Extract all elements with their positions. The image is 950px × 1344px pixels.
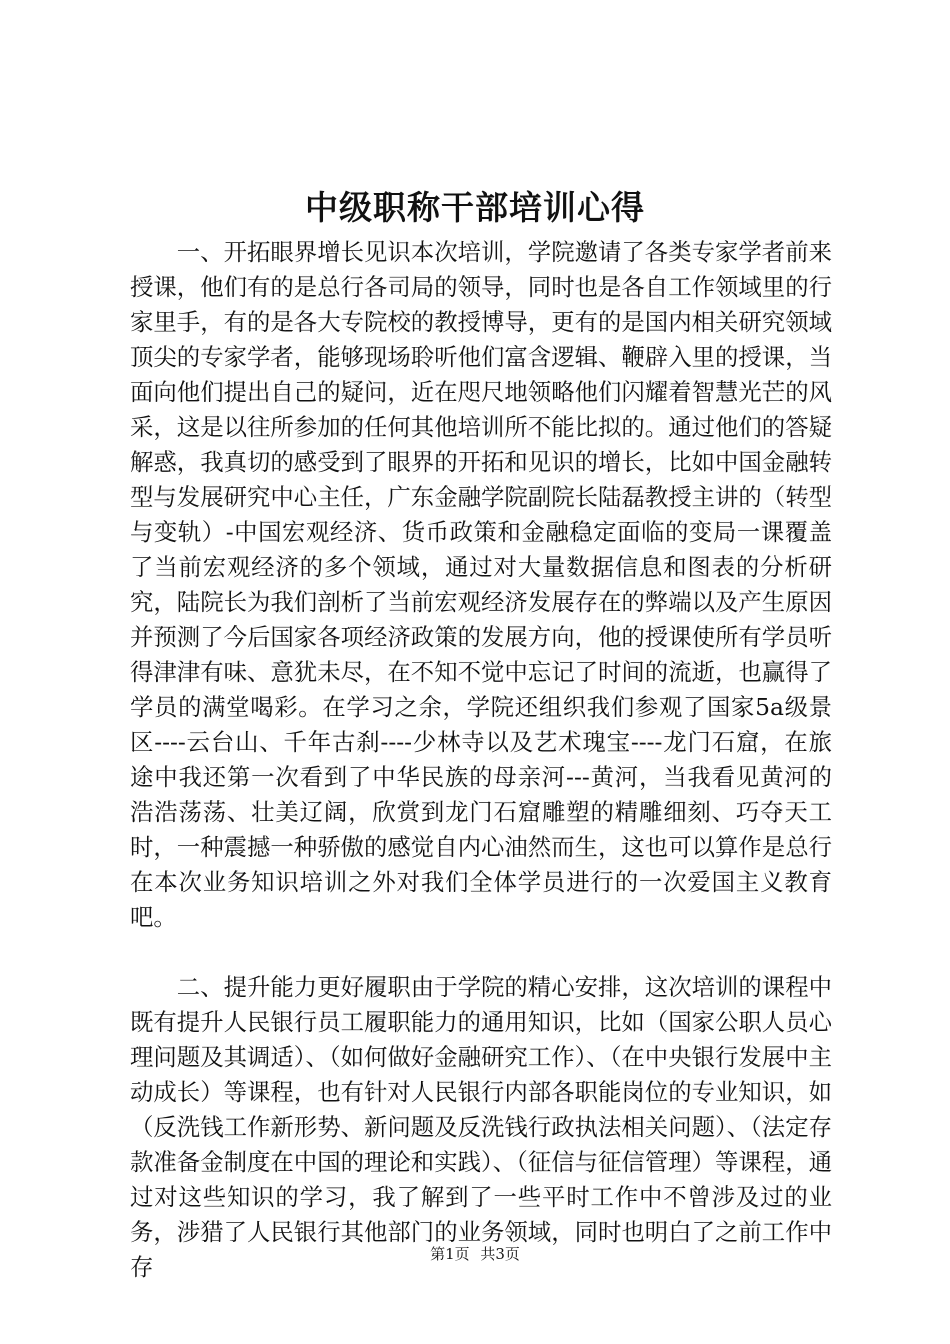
document-body bbox=[130, 235, 832, 1285]
document-title: 中级职称干部培训心得 bbox=[305, 188, 645, 227]
page-footer bbox=[0, 1244, 950, 1264]
paragraph-1: 一、开拓眼界增长见识本次培训，学院邀请了各类专家学者前来授课，他们有的是总行各司局的领导，同时也是各自工作领域里的行家里手，有的是各大专院校的教授博导，更有的是国内相关研究领域顶尖的专家学者，能够现场聆听他们富含逻辑、鞭辟入里的授课，当面向他们提出自己的疑问，近在咫尺地领略他们闪耀着智慧光芒的风采，这是以往所参加的任何其他培训所不能比拟的。通过他们的答疑解惑，我真切的感受到了眼界的开拓和见识的增长，比如中国金融转型与发展研究中心主任，广东金融学院副院长陆磊教授主讲的（转型与变轨）-中国宏观经济、货币政策和金融稳定面临的变局一课覆盖了当前宏观经济的多个领域，通过对大量数据信息和图表的分析研究，陆院长为我们剖析了当前宏观经济发展存在的弊端以及产生原因并预测了今后国家各项经济政策的发展方向，他的授课使所有学员听得津津有味、意犹未尽，在不知不觉中忘记了时间的流逝，也赢得了学员的满堂喝彩。在学习之余，学院还组织我们参观了国家5a级景区----云台山、千年古刹----少林寺以及艺术瑰宝----龙门石窟，在旅途中我还第一次看到了中华民族的母亲河---黄河，当我看见黄河的浩浩荡荡、壮美辽阔，欣赏到龙门石窟雕塑的精雕细刻、巧夺天工时，一种震撼一种骄傲的感觉自内心油然而生，这也可以算作是总行在本次业务知识培训之外对我们全体学员进行的一次爱国主义教育吧。 bbox=[130, 238, 832, 931]
page-total: 共3页 bbox=[480, 1245, 520, 1263]
page-number: 第1页 bbox=[430, 1245, 470, 1263]
paragraph-2: 二、提升能力更好履职由于学院的精心安排，这次培训的课程中既有提升人民银行员工履职能力的通用知识，比如（国家公职人员心理问题及其调适）、（如何做好金融研究工作）、（在中央银行发展中主动成长）等课程，也有针对人民银行内部各职能岗位的专业知识，如（反洗钱工作新形势、新问题及反洗钱行政执法相关问题）、（法定存款准备金制度在中国的理论和实践）、（征信与征信管理）等课程，通过对这些知识的学习，我了解到了一些平时工作中不曾涉及过的业务，涉猎了人民银行其他部门的业务领域，同时也明白了之前工作中存 bbox=[130, 973, 832, 1281]
